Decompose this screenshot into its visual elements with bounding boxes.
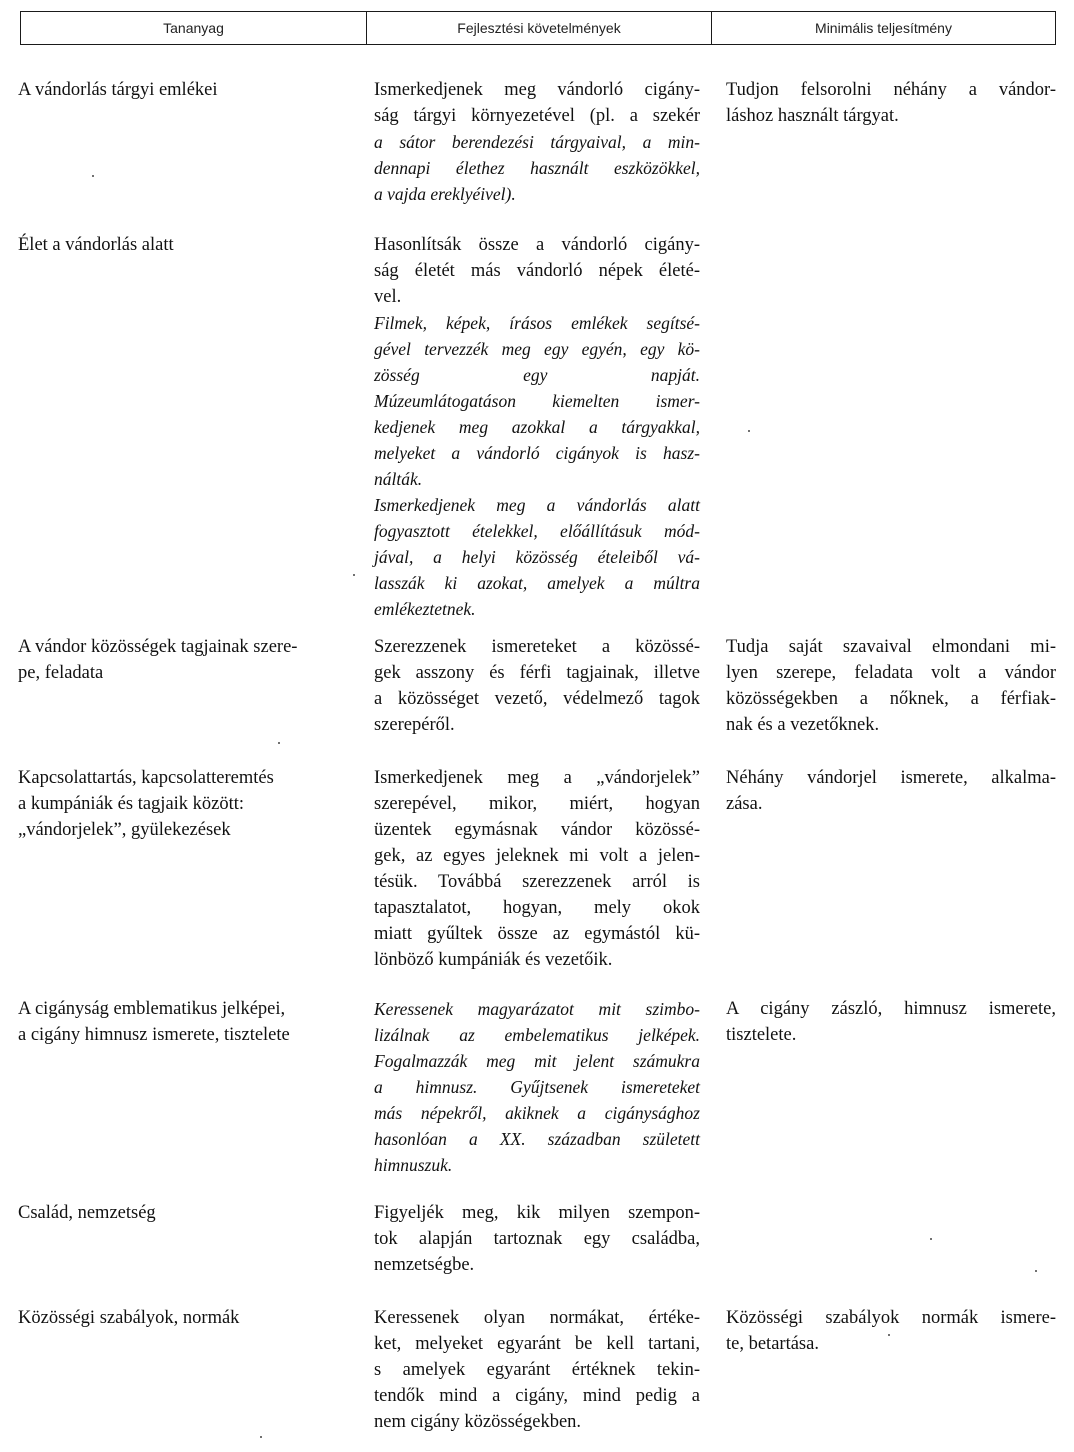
print-speck xyxy=(748,430,750,432)
requirement-cell xyxy=(374,77,700,207)
topic-cell-line: Család, nemzetség xyxy=(18,1203,156,1223)
minimum-cell xyxy=(726,765,1056,817)
header-tananyag: Tananyag xyxy=(21,12,367,44)
topic-cell-line: Élet a vándorlás alatt xyxy=(18,235,174,255)
print-speck xyxy=(260,1436,262,1438)
table-header xyxy=(20,11,1056,45)
minimum-cell-line: Tudja saját szavaival elmondani mi- xyxy=(726,637,1056,657)
requirement-cell xyxy=(374,634,700,738)
print-speck xyxy=(930,1238,932,1240)
topic-cell-line: Közösségi szabályok, normák xyxy=(18,1308,240,1328)
topic-cell xyxy=(18,77,353,103)
header-minimalis-teljesitmeny: Minimális teljesítmény xyxy=(815,20,952,36)
requirement-cell xyxy=(374,1305,700,1435)
topic-cell-line: a kumpániák és tagjaik között: xyxy=(18,794,245,814)
minimum-cell-line: te, betartása. xyxy=(726,1334,819,1354)
requirement-cell-line: Ismerkedjenek meg vándorló cigány- xyxy=(374,80,700,100)
requirement-cell-line: melyeket a vándorló cigányok is hasz- xyxy=(374,443,700,463)
topic-cell-line: Kapcsolattartás, kapcsolatteremtés xyxy=(18,768,274,788)
requirement-cell-line: gek asszony és férfi tagjainak, illetve xyxy=(374,663,700,683)
requirement-cell-line: Múzeumlátogatáson kiemelten ismer- xyxy=(374,391,700,411)
requirement-cell-line: tapasztalatot, hogyan, mely okok xyxy=(374,898,700,918)
minimum-cell-line: Néhány vándorjel ismerete, alkalma- xyxy=(726,768,1056,788)
requirement-cell-line: a himnusz. Gyűjtsenek ismereteket xyxy=(374,1077,700,1097)
minimum-cell-line: zása. xyxy=(726,794,763,814)
minimum-cell-line: Közösségi szabályok normák ismere- xyxy=(726,1308,1056,1328)
topic-cell-line: „vándorjelek”, gyülekezések xyxy=(18,820,231,840)
minimum-cell-line: láshoz használt tárgyat. xyxy=(726,106,899,126)
requirement-cell-line: nem cigány közösségekben. xyxy=(374,1412,582,1432)
topic-cell xyxy=(18,996,353,1048)
requirement-cell-line: ság életét más vándorló népek életé- xyxy=(374,261,700,281)
requirement-cell-line: s amelyek egyaránt értéknek tekin- xyxy=(374,1360,700,1380)
requirement-cell-line: Ismerkedjenek meg a „vándorjelek” xyxy=(374,768,700,788)
requirement-cell-line: a vajda ereklyéivel). xyxy=(374,184,516,204)
minimum-cell-line: A cigány zászló, himnusz ismerete, xyxy=(726,999,1056,1019)
requirement-cell-line: Szerezzenek ismereteket a közössé- xyxy=(374,637,700,657)
requirement-cell-line: szerepéről. xyxy=(374,715,455,735)
requirement-cell-line: lönböző kumpániák és vezetőik. xyxy=(374,950,613,970)
requirement-cell-line: lizálnak az embelematikus jelképek. xyxy=(374,1025,700,1045)
requirement-cell-line: emlékeztetnek. xyxy=(374,599,476,619)
requirement-cell-line: dennapi élethez használt eszközökkel, xyxy=(374,158,700,178)
requirement-cell-line: Figyeljék meg, kik milyen szempon- xyxy=(374,1203,700,1223)
minimum-cell-line: közösségekben a nőknek, a férfiak- xyxy=(726,689,1056,709)
requirement-cell-line: vel. xyxy=(374,287,402,307)
print-speck xyxy=(92,175,94,177)
topic-cell-line: A vándor közösségek tagjainak szere- xyxy=(18,637,298,657)
topic-cell-line: A vándorlás tárgyi emlékei xyxy=(18,80,218,100)
requirement-cell-line: üzentek egymásnak vándor közössé- xyxy=(374,820,700,840)
topic-cell xyxy=(18,765,353,843)
minimum-cell xyxy=(726,1305,1056,1357)
requirement-cell-line: nemzetségbe. xyxy=(374,1255,475,1275)
requirement-cell-line: jával, a helyi közösség ételeiből vá- xyxy=(374,547,700,567)
topic-cell-line: pe, feladata xyxy=(18,663,104,683)
requirement-cell-line: miatt gyűltek össze az egymástól kü- xyxy=(374,924,700,944)
requirement-cell-line: lasszák ki azokat, amelyek a múltra xyxy=(374,573,700,593)
minimum-cell-line: nak és a vezetőknek. xyxy=(726,715,880,735)
requirement-cell-line: Ismerkedjenek meg a vándorlás alatt xyxy=(374,495,700,515)
topic-cell xyxy=(18,634,353,686)
requirement-cell-line: nálták. xyxy=(374,469,423,489)
requirement-cell-line: tésük. Továbbá szerezzenek arról is xyxy=(374,872,700,892)
requirement-cell-line: gével tervezzék meg egy egyén, egy kö- xyxy=(374,339,700,359)
requirement-cell-line: tok alapján tartoznak egy családba, xyxy=(374,1229,700,1249)
minimum-cell-line: Tudjon felsorolni néhány a vándor- xyxy=(726,80,1056,100)
requirement-cell-line: Keressenek olyan normákat, értéke- xyxy=(374,1308,700,1328)
minimum-cell-line: tisztelete. xyxy=(726,1025,797,1045)
requirement-cell-line: más népekről, akiknek a cigánysághoz xyxy=(374,1103,700,1123)
print-speck xyxy=(1035,1270,1037,1272)
requirement-cell-line: Fogalmazzák meg mit jelent számukra xyxy=(374,1051,700,1071)
requirement-cell xyxy=(374,996,700,1178)
requirement-cell-line: ket, melyeket egyaránt be kell tartani, xyxy=(374,1334,700,1354)
requirement-cell-line: fogyasztott ételekkel, előállításuk mód- xyxy=(374,521,700,541)
topic-cell-line: A cigányság emblematikus jelképei, xyxy=(18,999,286,1019)
requirement-cell-line: szerepével, mikor, miért, hogyan xyxy=(374,794,700,814)
requirement-cell-line: tendők mind a cigány, mind pedig a xyxy=(374,1386,700,1406)
requirement-cell-line: gek, az egyes jeleknek mi volt a jelen- xyxy=(374,846,700,866)
topic-cell xyxy=(18,1200,353,1226)
print-speck xyxy=(888,1334,890,1336)
header-fejlesztesi-kovetelmenyek: Fejlesztési követelmények xyxy=(367,12,712,44)
requirement-cell-line: Hasonlítsák össze a vándorló cigány- xyxy=(374,235,700,255)
requirement-cell-line: ság tárgyi környezetével (pl. a szekér xyxy=(374,106,700,126)
requirement-cell-line: a sátor berendezési tárgyaival, a min- xyxy=(374,132,700,152)
requirement-cell-line: a közösséget vezető, védelmező tagok xyxy=(374,689,700,709)
minimum-cell-line: lyen szerepe, feladata volt a vándor xyxy=(726,663,1056,683)
requirement-cell-line: Keressenek magyarázatot mit szimbo- xyxy=(374,999,700,1019)
requirement-cell-line: zösség egy napját. xyxy=(374,365,700,385)
minimum-cell xyxy=(726,996,1056,1048)
requirement-cell xyxy=(374,1200,700,1278)
requirement-cell xyxy=(374,765,700,973)
print-speck xyxy=(353,574,355,576)
topic-cell xyxy=(18,232,353,258)
minimum-cell xyxy=(726,634,1056,738)
requirement-cell xyxy=(374,232,700,622)
requirement-cell-line: kedjenek meg azokkal a tárgyakkal, xyxy=(374,417,700,437)
requirement-cell-line: Filmek, képek, írásos emlékek segítsé- xyxy=(374,313,700,333)
requirement-cell-line: himnuszuk. xyxy=(374,1155,453,1175)
topic-cell-line: a cigány himnusz ismerete, tisztelete xyxy=(18,1025,290,1045)
requirement-cell-line: hasonlóan a XX. században született xyxy=(374,1129,700,1149)
print-speck xyxy=(278,742,280,744)
minimum-cell xyxy=(726,77,1056,129)
topic-cell xyxy=(18,1305,353,1331)
